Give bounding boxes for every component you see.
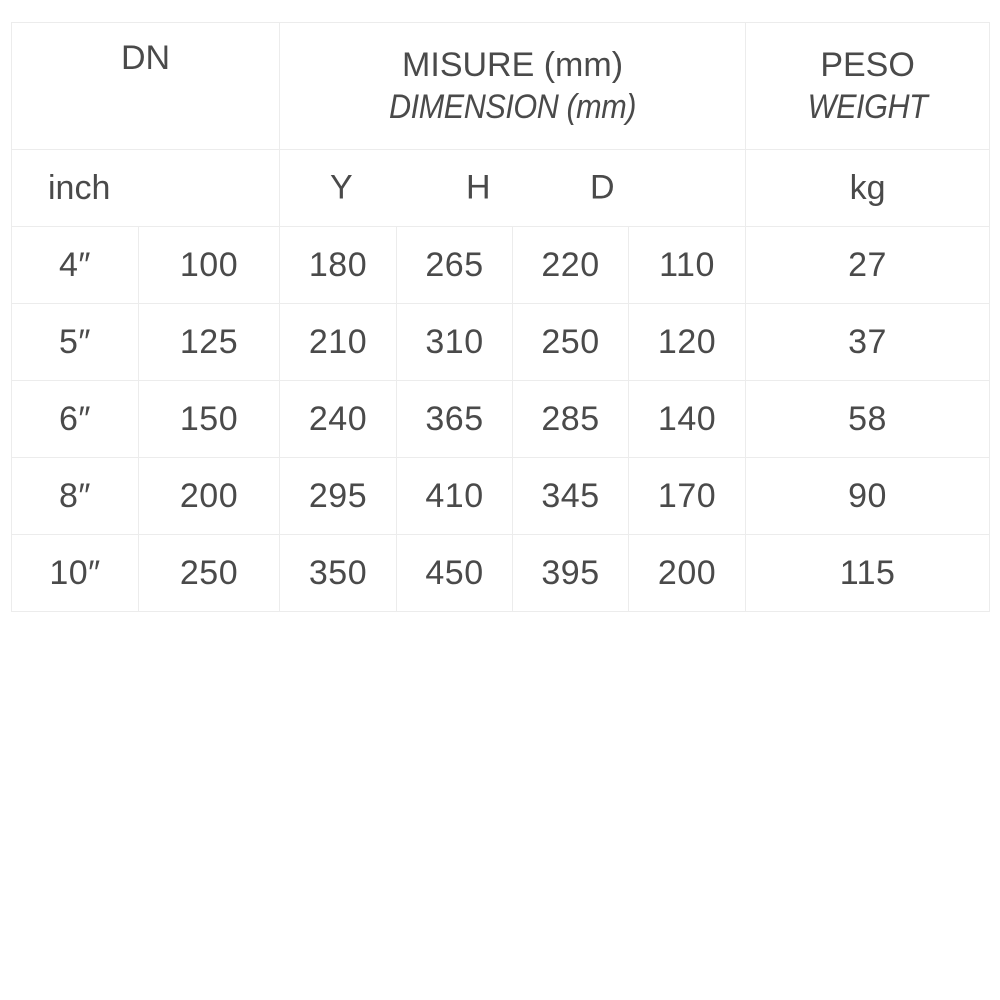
dn-cell: 100 [139,227,280,304]
y-cell: 240 [280,381,397,458]
inch-cell: 6″ [12,381,139,458]
subheader-row [12,150,990,227]
h-cell: 450 [397,535,513,612]
d-cell: 250 [513,304,629,381]
header-row [12,23,990,150]
kg-subheader-cell [746,150,990,227]
inch-cell: 4″ [12,227,139,304]
kg-subheader: kg [849,168,886,207]
kg-cell: 115 [746,535,990,612]
d-cell: 220 [513,227,629,304]
weight-header: WEIGHT [807,88,928,126]
y-cell: 350 [280,535,397,612]
d-cell: 345 [513,458,629,535]
kg-cell: 37 [746,304,990,381]
inch-subheader: inch [48,168,111,207]
dimension-header: DIMENSION (mm) [389,88,637,126]
peso-header-cell [746,23,990,150]
spec-table [11,22,990,612]
inch-cell: 8″ [12,458,139,535]
inch-cell: 5″ [12,304,139,381]
dn-cell: 200 [139,458,280,535]
table-row [12,535,990,612]
y-cell: 180 [280,227,397,304]
kg-cell: 58 [746,381,990,458]
h-subheader: H [466,168,491,207]
dn-cell: 125 [139,304,280,381]
peso-header: PESO [820,46,915,84]
dimension-cell: 140 [629,381,746,458]
table-row [12,227,990,304]
table-row [12,304,990,381]
dimension-cell: 200 [629,535,746,612]
d-cell: 285 [513,381,629,458]
y-cell: 210 [280,304,397,381]
misure-header: MISURE (mm) [402,46,624,84]
table-row [12,381,990,458]
kg-cell: 27 [746,227,990,304]
inch-cell: 10″ [12,535,139,612]
misure-header-cell [280,23,746,150]
dimension-cell: 170 [629,458,746,535]
h-cell: 365 [397,381,513,458]
h-cell: 310 [397,304,513,381]
inch-subheader-cell [12,150,280,227]
y-subheader: Y [330,168,353,207]
y-cell: 295 [280,458,397,535]
dimension-cell: 120 [629,304,746,381]
dimension-subheader-cell [280,150,746,227]
dn-header: DN [120,39,171,77]
dimension-cell: 110 [629,227,746,304]
dn-cell: 250 [139,535,280,612]
table-row [12,458,990,535]
dn-header-cell [12,23,280,150]
d-subheader: D [590,168,615,207]
h-cell: 265 [397,227,513,304]
dn-cell: 150 [139,381,280,458]
kg-cell: 90 [746,458,990,535]
d-cell: 395 [513,535,629,612]
h-cell: 410 [397,458,513,535]
